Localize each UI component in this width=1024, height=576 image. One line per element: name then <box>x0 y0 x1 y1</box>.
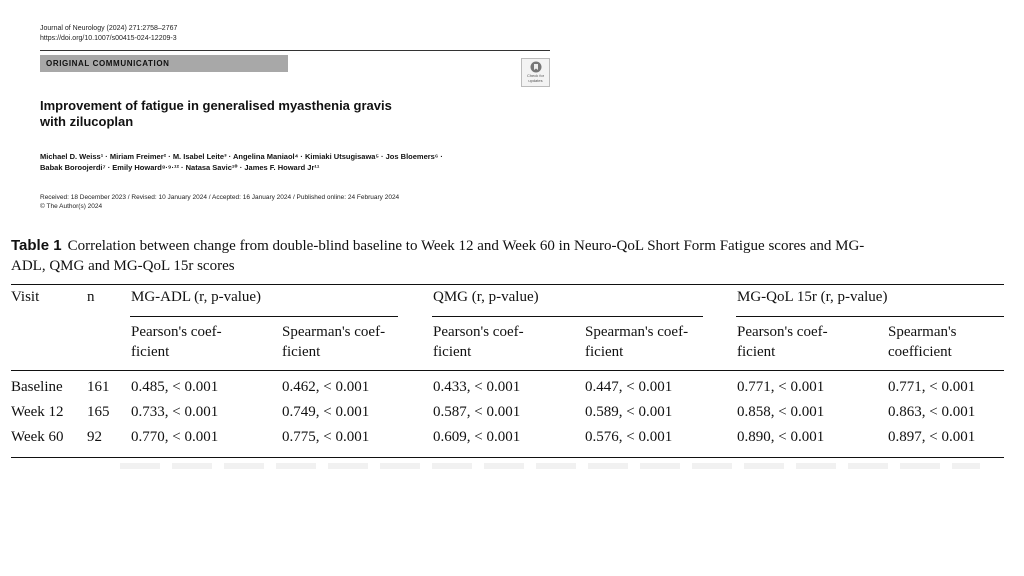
cell-qol-spearman: 0.897, < 0.001 <box>888 429 976 445</box>
cell-qol-spearman: 0.863, < 0.001 <box>888 404 976 420</box>
header-mg-adl: MG-ADL (r, p-value) <box>131 289 262 305</box>
caption-line2: ADL, QMG and MG-QoL 15r scores <box>11 258 235 274</box>
subheader-adl-pearson: Pearson's coef- ficient <box>131 324 222 360</box>
publication-dates <box>40 193 399 211</box>
copyright-line: © The Author(s) 2024 <box>40 203 103 210</box>
cell-qmg-spearman: 0.589, < 0.001 <box>585 404 673 420</box>
group2-rule <box>432 316 703 317</box>
group1-rule <box>130 316 398 317</box>
subheader-adl-spearman: Spearman's coef- ficient <box>282 324 386 360</box>
header-mg-qol: MG-QoL 15r (r, p-value) <box>737 289 888 305</box>
header-qmg: QMG (r, p-value) <box>433 289 539 305</box>
journal-citation: Journal of Neurology (2024) 271:2758–2767 <box>40 25 178 32</box>
table-caption <box>11 236 1011 276</box>
cell-qmg-pearson: 0.587, < 0.001 <box>433 404 521 420</box>
cell-qmg-pearson: 0.433, < 0.001 <box>433 379 521 395</box>
group3-rule <box>736 316 1004 317</box>
check-badge-text: Check for updates <box>526 73 545 83</box>
cell-adl-spearman: 0.775, < 0.001 <box>282 429 370 445</box>
table-top-rule <box>11 284 1004 285</box>
cell-adl-pearson: 0.733, < 0.001 <box>131 404 219 420</box>
authors-line1: Michael D. Weiss¹ · Miriam Freimer² · M. Isabel Leite³ · Angelina Maniaol⁴ · Kimiaki Utsugisawa⁵ · Jos Bloemers⁶ · <box>40 152 443 161</box>
cell-qol-spearman: 0.771, < 0.001 <box>888 379 976 395</box>
subheader-qol-spearman: Spearman's coefficient <box>888 324 957 360</box>
caption-line1: Table 1 Correlation between change from double-blind baseline to Week 12 and Week 60 in Neuro-QoL Short Form Fatigue scores and MG- <box>11 237 865 254</box>
journal-doi[interactable]: https://doi.org/10.1007/s00415-024-12209-3 <box>40 35 177 42</box>
journal-header <box>40 24 177 44</box>
header-n: n <box>87 289 95 305</box>
cell-qmg-spearman: 0.447, < 0.001 <box>585 379 673 395</box>
header-rule <box>40 50 550 51</box>
dates-line: Received: 18 December 2023 / Revised: 10 January 2024 / Accepted: 16 January 2024 / Published online: 24 February 2024 <box>40 194 400 201</box>
table-row <box>11 379 1004 401</box>
cell-n: 161 <box>87 379 110 395</box>
header-visit: Visit <box>11 289 40 305</box>
cell-qol-pearson: 0.771, < 0.001 <box>737 379 825 395</box>
cell-n: 92 <box>87 429 102 445</box>
table-bottom-rule <box>11 457 1004 458</box>
faded-footnote <box>120 463 980 469</box>
author-list <box>40 151 560 173</box>
cell-adl-spearman: 0.462, < 0.001 <box>282 379 370 395</box>
table-row <box>11 429 1004 451</box>
cell-visit: Week 60 <box>11 429 64 445</box>
cell-qmg-spearman: 0.576, < 0.001 <box>585 429 673 445</box>
cell-n: 165 <box>87 404 110 420</box>
table-row <box>11 404 1004 426</box>
cell-visit: Week 12 <box>11 404 64 420</box>
cell-adl-pearson: 0.485, < 0.001 <box>131 379 219 395</box>
table-label: Table 1 <box>11 237 62 254</box>
authors-line2: Babak Boroojerdi⁷ · Emily Howard⁸·⁹·¹² · Natasa Savic¹⁰ · James F. Howard Jr¹¹ <box>40 163 320 172</box>
section-label: ORIGINAL COMMUNICATION <box>40 55 288 72</box>
cell-visit: Baseline <box>11 379 63 395</box>
cell-qmg-pearson: 0.609, < 0.001 <box>433 429 521 445</box>
cell-qol-pearson: 0.890, < 0.001 <box>737 429 825 445</box>
cell-adl-pearson: 0.770, < 0.001 <box>131 429 219 445</box>
table-header-rule <box>11 370 1004 371</box>
subheader-qmg-spearman: Spearman's coef- ficient <box>585 324 689 360</box>
paper-title <box>40 98 460 130</box>
bookmark-icon <box>530 61 542 73</box>
cell-qol-pearson: 0.858, < 0.001 <box>737 404 825 420</box>
subheader-qmg-pearson: Pearson's coef- ficient <box>433 324 524 360</box>
subheader-qol-pearson: Pearson's coef- ficient <box>737 324 828 360</box>
cell-adl-spearman: 0.749, < 0.001 <box>282 404 370 420</box>
check-for-updates-badge[interactable] <box>521 58 550 87</box>
paper-title-line2: with zilucoplan <box>40 114 134 129</box>
paper-title-line1: Improvement of fatigue in generalised myasthenia gravis <box>40 98 392 113</box>
